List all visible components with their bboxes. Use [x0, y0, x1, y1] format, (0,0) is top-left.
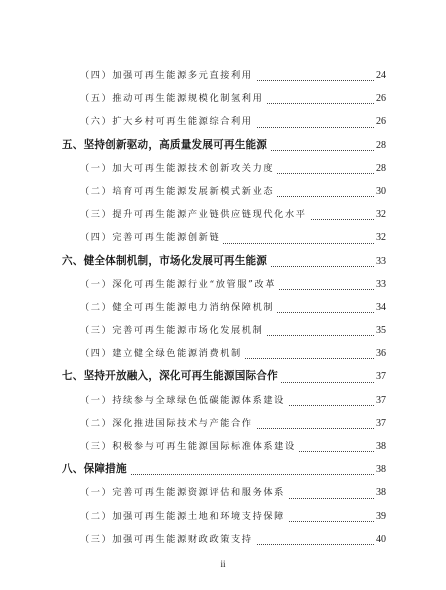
toc-entry-title: （一）完善可再生能源资源评估和服务体系: [80, 481, 288, 504]
toc-entry-title: （三）完善可再生能源市场化发展机制: [80, 319, 266, 342]
toc-entry-page-number: 24: [374, 64, 386, 87]
toc-entry-title: （四）完善可再生能源创新链: [80, 226, 223, 249]
toc-section-entry[interactable]: [0, 435, 446, 458]
table-of-contents: [0, 64, 446, 551]
toc-chapter-entry[interactable]: [0, 458, 446, 481]
toc-entry-page-number: 36: [374, 342, 386, 365]
toc-entry-page-number: 38: [374, 435, 386, 458]
toc-entry-page-number: 37: [374, 365, 386, 388]
toc-entry-page-number: 28: [374, 157, 386, 180]
toc-entry-title: 六、健全体制机制，市场化发展可再生能源: [62, 250, 270, 273]
toc-entry-title: 七、坚持开放融入，深化可再生能源国际合作: [62, 365, 281, 388]
toc-entry-title: 八、保障措施: [62, 458, 130, 481]
toc-entry-page-number: 32: [374, 203, 386, 226]
toc-entry-title: （三）积极参与可再生能源国际标准体系建设: [80, 435, 299, 458]
toc-entry-page-number: 40: [374, 528, 386, 551]
toc-section-entry[interactable]: [0, 110, 446, 133]
toc-entry-title: （三）加强可再生能源财政政策支持: [80, 528, 256, 551]
toc-entry-title: （二）深化推进国际技术与产能合作: [80, 412, 256, 435]
toc-entry-title: （一）加大可再生能源技术创新攻关力度: [80, 157, 277, 180]
toc-entry-title: 五、坚持创新驱动，高质量发展可再生能源: [62, 134, 270, 157]
toc-chapter-entry[interactable]: [0, 250, 446, 273]
toc-entry-title: （二）加强可再生能源土地和环境支持保障: [80, 505, 288, 528]
toc-entry-page-number: 34: [374, 296, 386, 319]
toc-entry-page-number: 35: [374, 319, 386, 342]
toc-section-entry[interactable]: [0, 180, 446, 203]
toc-entry-page-number: 38: [374, 458, 386, 481]
toc-entry-title: （二）健全可再生能源电力消纳保障机制: [80, 296, 277, 319]
toc-entry-page-number: 38: [374, 481, 386, 504]
toc-entry-title: （二）培育可再生能源发展新模式新业态: [80, 180, 277, 203]
toc-entry-page-number: 37: [374, 412, 386, 435]
toc-section-entry[interactable]: [0, 319, 446, 342]
toc-section-entry[interactable]: [0, 505, 446, 528]
toc-section-entry[interactable]: [0, 342, 446, 365]
toc-chapter-entry[interactable]: [0, 134, 446, 157]
toc-entry-page-number: 26: [374, 87, 386, 110]
toc-section-entry[interactable]: [0, 273, 446, 296]
toc-entry-title: （四）加强可再生能源多元直接利用: [80, 64, 256, 87]
toc-entry-title: （一）持续参与全球绿色低碳能源体系建设: [80, 389, 288, 412]
toc-entry-title: （一）深化可再生能源行业“放管服”改革: [80, 273, 279, 296]
toc-entry-page-number: 37: [374, 389, 386, 412]
toc-entry-title: （三）提升可再生能源产业链供应链现代化水平: [80, 203, 310, 226]
toc-section-entry[interactable]: [0, 203, 446, 226]
toc-chapter-entry[interactable]: [0, 365, 446, 388]
toc-entry-title: （六）扩大乡村可再生能源综合利用: [80, 110, 256, 133]
toc-section-entry[interactable]: [0, 296, 446, 319]
footer-page-number: ii: [220, 559, 226, 569]
toc-section-entry[interactable]: [0, 64, 446, 87]
toc-section-entry[interactable]: [0, 226, 446, 249]
toc-entry-page-number: 28: [374, 134, 386, 157]
toc-entry-page-number: 33: [374, 250, 386, 273]
toc-entry-page-number: 33: [374, 273, 386, 296]
toc-entry-page-number: 32: [374, 226, 386, 249]
toc-entry-page-number: 39: [374, 505, 386, 528]
toc-section-entry[interactable]: [0, 412, 446, 435]
toc-section-entry[interactable]: [0, 157, 446, 180]
toc-entry-title: （五）推动可再生能源规模化制氢利用: [80, 87, 266, 110]
toc-section-entry[interactable]: [0, 87, 446, 110]
toc-entry-page-number: 26: [374, 110, 386, 133]
toc-section-entry[interactable]: [0, 481, 446, 504]
toc-section-entry[interactable]: [0, 389, 446, 412]
toc-entry-title: （四）建立健全绿色能源消费机制: [80, 342, 245, 365]
toc-entry-page-number: 30: [374, 180, 386, 203]
toc-section-entry[interactable]: [0, 528, 446, 551]
